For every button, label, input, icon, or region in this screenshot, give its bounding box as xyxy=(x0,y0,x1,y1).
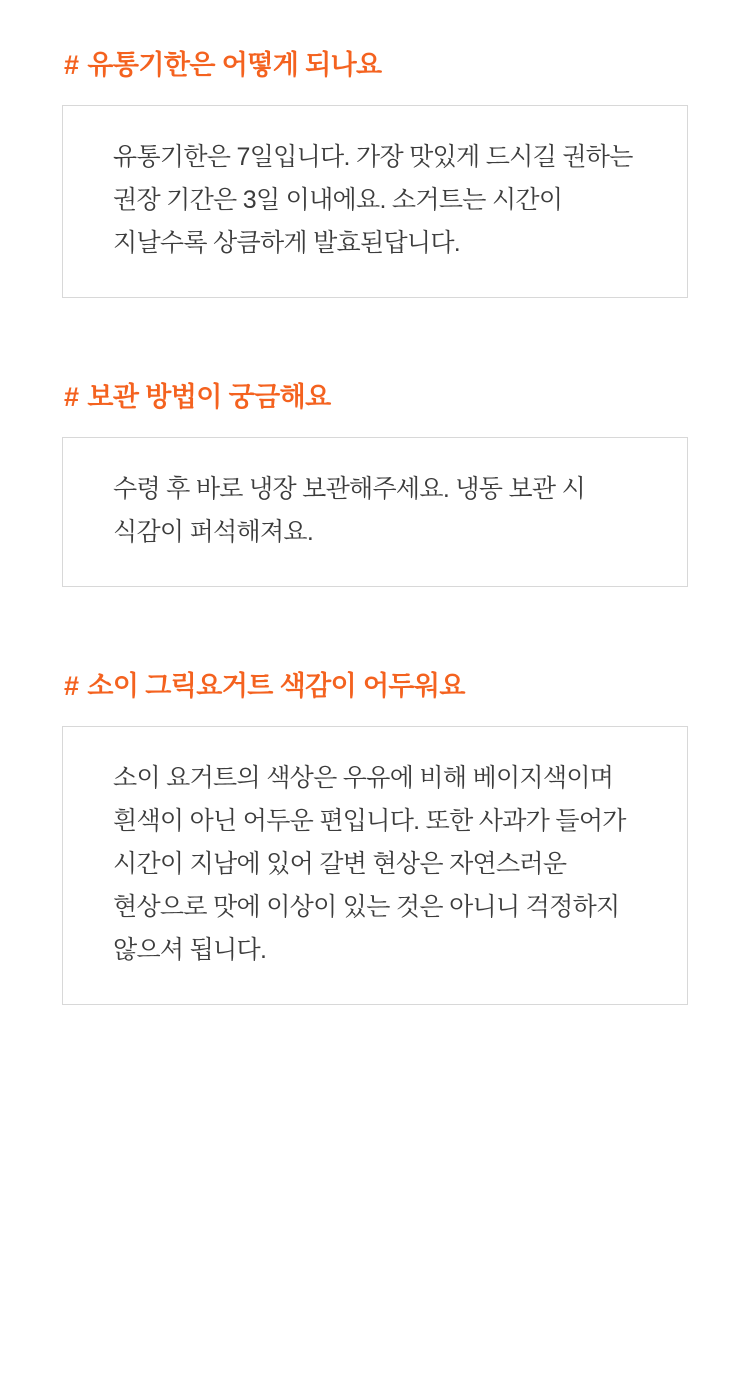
section-gap-1 xyxy=(62,334,688,380)
faq-item-2 xyxy=(62,380,688,587)
faq-item-3 xyxy=(62,669,688,1005)
faq-question-label-1: 유통기한은 어떻게 되나요 xyxy=(87,50,382,80)
faq-item-1 xyxy=(62,48,688,298)
faq-question-label-2: 보관 방법이 궁금해요 xyxy=(87,382,331,413)
faq-answer-text-3: 소이 요거트의 색상은 우유에 비해 베이지색이며 흰색이 아닌 어두운 편입니다. 또한 사과가 들어가 시간이 지남에 있어 갈변 현상은 자연스러운 현상으로 맛에 이상이 있는 것은 아니니 걱정하지 않으셔 됩니다. xyxy=(113,764,626,965)
faq-question-3 xyxy=(62,669,688,704)
section-gap-2 xyxy=(62,623,688,669)
faq-answer-box-3 xyxy=(62,726,688,1005)
faq-answer-text-1: 유통기한은 7일입니다. 가장 맛있게 드시길 권하는 권장 기간은 3일 이내에요. 소거트는 시간이 지날수록 상큼하게 발효된답니다. xyxy=(113,143,633,258)
faq-question-2 xyxy=(62,380,688,415)
faq-answer-box-1 xyxy=(62,105,688,298)
faq-answer-box-2 xyxy=(62,437,688,587)
faq-question-label-3: 소이 그릭요거트 색감이 어두워요 xyxy=(87,671,465,702)
hash-marker-icon: # xyxy=(64,382,79,413)
faq-answer-text-2: 수령 후 바로 냉장 보관해주세요. 냉동 보관 시 식감이 퍼석해져요. xyxy=(113,475,586,547)
faq-question-1 xyxy=(62,48,688,83)
hash-marker-icon: # xyxy=(64,671,79,702)
hash-marker-icon: # xyxy=(64,50,79,80)
page-bottom-space xyxy=(62,1041,688,1211)
